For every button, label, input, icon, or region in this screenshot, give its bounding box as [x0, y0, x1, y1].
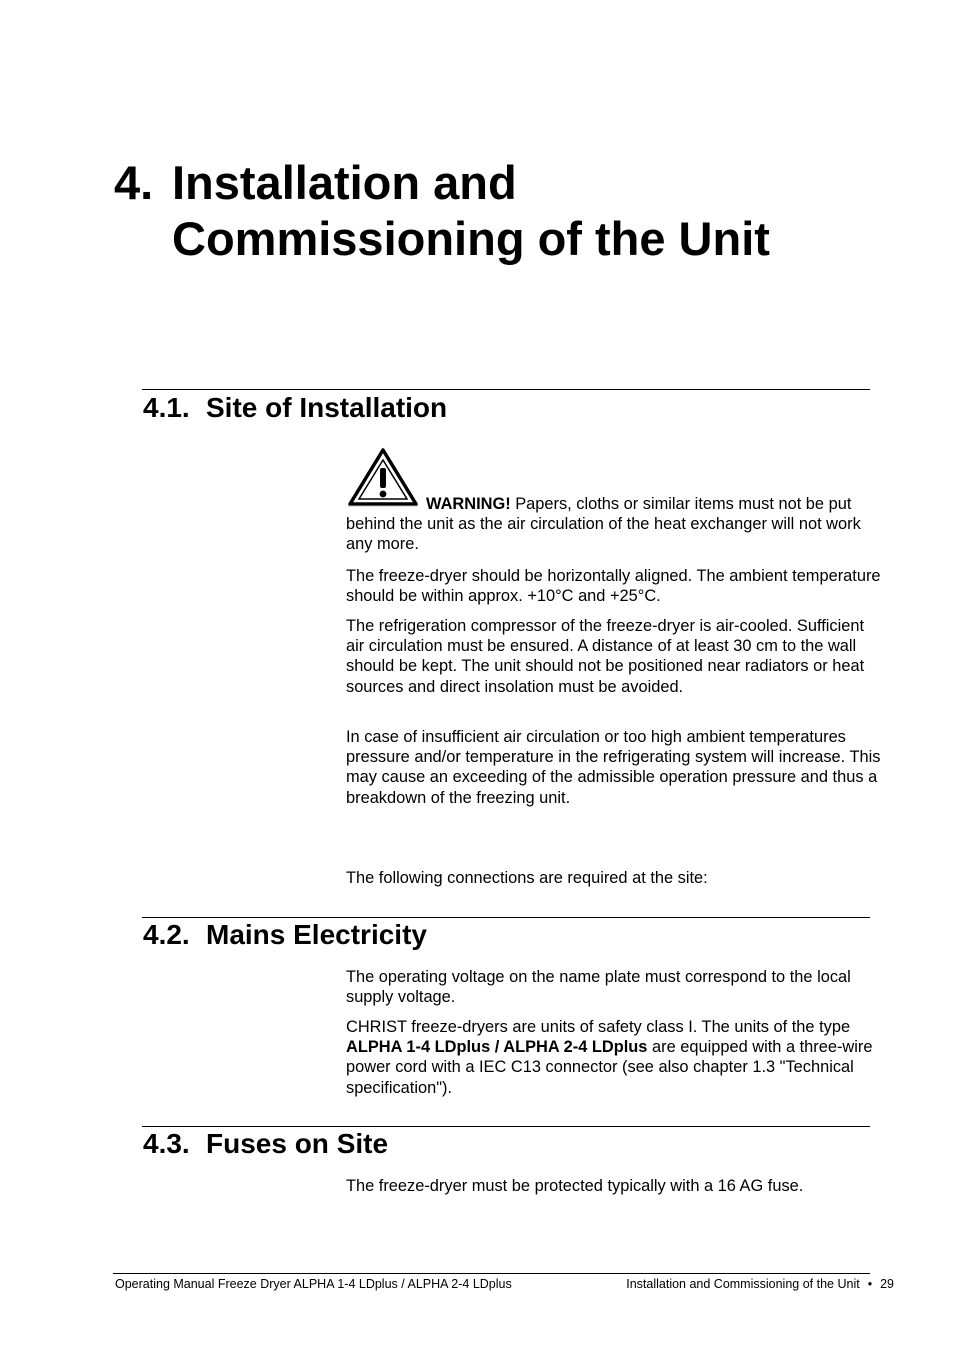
paragraph: The refrigeration compressor of the freeze-dryer is air-cooled. Sufficient air circulation must be ensured. A distance of at least 30 cm to the wall should be kept. The unit should not be positioned near radiators or heat sources and direct insolation must be avoided. [346, 617, 865, 696]
footer-chapter: Installation and Commissioning of the Unit [626, 1277, 860, 1291]
chapter-number: 4. [114, 156, 154, 209]
paragraph: The freeze-dryer should be horizontally aligned. The ambient temperature should be within approx. +10°C and +25°C. [346, 567, 881, 606]
paragraph: The freeze-dryer must be protected typically with a 16 AG fuse. [346, 1177, 804, 1195]
footer-chapter-page [626, 1277, 894, 1291]
chapter-title-line-2: Commissioning of the Unit [172, 212, 770, 265]
section-number: 4.2. [143, 919, 190, 950]
section-title: Site of Installation [206, 392, 448, 423]
footer-manual-title: Operating Manual Freeze Dryer ALPHA 1-4 LDplus / ALPHA 2-4 LDplus [115, 1277, 512, 1291]
warning-paragraph [346, 494, 881, 555]
paragraph [346, 1017, 881, 1098]
model-names: ALPHA 1-4 LDplus / ALPHA 2-4 LDplus [346, 1038, 648, 1057]
paragraph: In case of insufficient air circulation or too high ambient temperatures pressure and/or temperature in the refrigerating system will increase. This may cause an exceeding of the admissible operation pressure and thus a breakdown of the freezing unit. [346, 728, 881, 807]
chapter-title-line-1: Installation and [172, 156, 517, 209]
page-number: 29 [880, 1277, 894, 1291]
paragraph: The operating voltage on the name plate must correspond to the local supply voltage. [346, 968, 851, 1007]
section-heading-mains-electricity [143, 918, 427, 952]
section-number: 4.3. [143, 1128, 190, 1159]
paragraph-text: CHRIST freeze-dryers are units of safety class I. The units of the type [346, 1018, 851, 1036]
footer-separator: • [867, 1277, 873, 1291]
section-title: Fuses on Site [206, 1128, 389, 1159]
section-divider [142, 389, 870, 390]
section-heading-site-of-installation [143, 391, 447, 425]
warning-label: WARNING! [426, 495, 511, 513]
warning-text: Papers, cloths or similar items must not be put behind the unit as the air circulation of the heat exchanger will not work any more. [346, 495, 861, 554]
section-number: 4.1. [143, 392, 190, 423]
footer-divider [113, 1273, 870, 1274]
section-title: Mains Electricity [206, 919, 427, 950]
paragraph-text: are equipped with a three-wire power cord with a IEC C13 connector (see also chapter 1.3 "Technical specification"). [346, 1038, 873, 1097]
paragraph: The following connections are required at the site: [346, 869, 708, 887]
section-heading-fuses-on-site [143, 1127, 388, 1161]
